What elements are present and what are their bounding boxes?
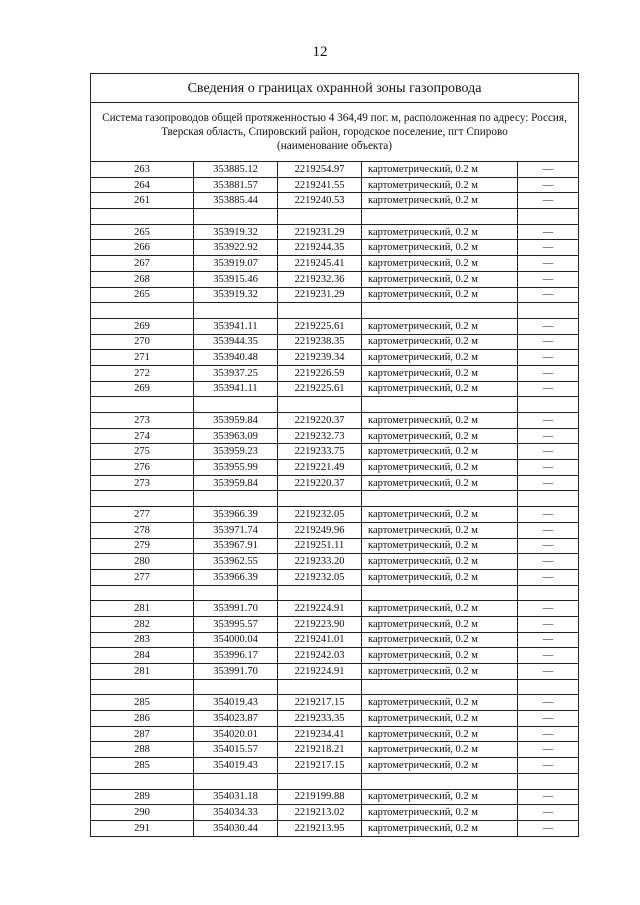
separator-row [91,679,579,695]
method-cell: картометрический, 0.2 м [362,632,518,648]
x-coordinate-cell: 353963.09 [194,428,278,444]
x-coordinate-cell: 354019.43 [194,758,278,774]
point-number-cell: 277 [91,507,194,523]
x-coordinate-cell: 353941.11 [194,318,278,334]
method-cell: картометрический, 0.2 м [362,350,518,366]
method-cell: картометрический, 0.2 м [362,224,518,240]
table-row [91,632,579,648]
method-cell: картометрический, 0.2 м [362,789,518,805]
table-row [91,224,579,240]
y-coordinate-cell: 2219223.90 [278,616,362,632]
method-cell: картометрический, 0.2 м [362,475,518,491]
point-number-cell: 285 [91,758,194,774]
table-row [91,538,579,554]
x-coordinate-cell: 353915.46 [194,271,278,287]
point-number-cell: 275 [91,444,194,460]
table-row [91,695,579,711]
point-number-cell: 272 [91,365,194,381]
separator-row [91,491,579,507]
dash-cell: — [518,711,579,727]
table-row [91,428,579,444]
method-cell: картометрический, 0.2 м [362,569,518,585]
x-coordinate-cell: 353944.35 [194,334,278,350]
x-coordinate-cell: 354019.43 [194,695,278,711]
table-row [91,365,579,381]
y-coordinate-cell: 2219251.11 [278,538,362,554]
empty-cell [518,491,579,507]
dash-cell: — [518,695,579,711]
method-cell: картометрический, 0.2 м [362,318,518,334]
table-row [91,616,579,632]
point-number-cell: 284 [91,648,194,664]
x-coordinate-cell: 353941.11 [194,381,278,397]
x-coordinate-cell: 354020.01 [194,726,278,742]
table-row [91,381,579,397]
method-cell: картометрический, 0.2 м [362,726,518,742]
table-row [91,507,579,523]
y-coordinate-cell: 2219234.41 [278,726,362,742]
empty-cell [278,679,362,695]
dash-cell: — [518,287,579,303]
point-number-cell: 269 [91,318,194,334]
point-number-cell: 277 [91,569,194,585]
table-row [91,569,579,585]
point-number-cell: 261 [91,193,194,209]
dash-cell: — [518,350,579,366]
dash-cell: — [518,256,579,272]
empty-cell [278,397,362,413]
y-coordinate-cell: 2219224.91 [278,664,362,680]
table-body [91,74,579,837]
method-cell: картометрический, 0.2 м [362,381,518,397]
dash-cell: — [518,522,579,538]
point-number-cell: 281 [91,664,194,680]
dash-cell: — [518,601,579,617]
empty-cell [194,679,278,695]
table-row [91,711,579,727]
dash-cell: — [518,193,579,209]
point-number-cell: 271 [91,350,194,366]
boundary-table [90,73,579,837]
table-row [91,522,579,538]
dash-cell: — [518,538,579,554]
dash-cell: — [518,381,579,397]
dash-cell: — [518,569,579,585]
method-cell: картометрический, 0.2 м [362,177,518,193]
separator-row [91,773,579,789]
empty-cell [194,585,278,601]
method-cell: картометрический, 0.2 м [362,601,518,617]
table-row [91,271,579,287]
document-table-container [90,73,578,837]
description-line-2: Тверская область, Спировский район, городское поселение, пгт Спирово [161,126,508,138]
empty-cell [278,209,362,225]
point-number-cell: 287 [91,726,194,742]
empty-cell [362,397,518,413]
table-row [91,758,579,774]
y-coordinate-cell: 2219249.96 [278,522,362,538]
x-coordinate-cell: 353966.39 [194,569,278,585]
method-cell: картометрический, 0.2 м [362,444,518,460]
y-coordinate-cell: 2219225.61 [278,381,362,397]
y-coordinate-cell: 2219226.59 [278,365,362,381]
y-coordinate-cell: 2219245.41 [278,256,362,272]
table-row [91,742,579,758]
point-number-cell: 282 [91,616,194,632]
empty-cell [518,679,579,695]
x-coordinate-cell: 353881.57 [194,177,278,193]
y-coordinate-cell: 2219217.15 [278,758,362,774]
point-number-cell: 263 [91,162,194,178]
y-coordinate-cell: 2219240.53 [278,193,362,209]
method-cell: картометрический, 0.2 м [362,538,518,554]
y-coordinate-cell: 2219233.20 [278,554,362,570]
empty-cell [518,585,579,601]
dash-cell: — [518,805,579,821]
y-coordinate-cell: 2219241.55 [278,177,362,193]
method-cell: картометрический, 0.2 м [362,554,518,570]
separator-row [91,303,579,319]
table-row [91,805,579,821]
empty-cell [91,397,194,413]
x-coordinate-cell: 353955.99 [194,460,278,476]
y-coordinate-cell: 2219231.29 [278,224,362,240]
method-cell: картометрический, 0.2 м [362,271,518,287]
empty-cell [362,491,518,507]
method-cell: картометрический, 0.2 м [362,460,518,476]
x-coordinate-cell: 353966.39 [194,507,278,523]
y-coordinate-cell: 2219232.36 [278,271,362,287]
table-row [91,664,579,680]
empty-cell [362,679,518,695]
empty-cell [91,303,194,319]
y-coordinate-cell: 2219225.61 [278,318,362,334]
empty-cell [362,303,518,319]
y-coordinate-cell: 2219221.49 [278,460,362,476]
point-number-cell: 270 [91,334,194,350]
method-cell: картометрический, 0.2 м [362,413,518,429]
y-coordinate-cell: 2219199.88 [278,789,362,805]
object-description [91,103,579,162]
y-coordinate-cell: 2219239.34 [278,350,362,366]
table-row [91,318,579,334]
empty-cell [194,491,278,507]
empty-cell [278,773,362,789]
x-coordinate-cell: 353922.92 [194,240,278,256]
x-coordinate-cell: 354023.87 [194,711,278,727]
table-row [91,820,579,836]
point-number-cell: 290 [91,805,194,821]
dash-cell: — [518,507,579,523]
y-coordinate-cell: 2219224.91 [278,601,362,617]
x-coordinate-cell: 353967.91 [194,538,278,554]
point-number-cell: 267 [91,256,194,272]
empty-cell [518,773,579,789]
empty-cell [362,585,518,601]
empty-cell [194,209,278,225]
y-coordinate-cell: 2219241.01 [278,632,362,648]
empty-cell [91,209,194,225]
empty-cell [91,679,194,695]
dash-cell: — [518,460,579,476]
x-coordinate-cell: 353959.23 [194,444,278,460]
empty-cell [278,491,362,507]
table-row [91,162,579,178]
y-coordinate-cell: 2219218.21 [278,742,362,758]
table-row [91,193,579,209]
y-coordinate-cell: 2219238.35 [278,334,362,350]
y-coordinate-cell: 2219233.35 [278,711,362,727]
table-row [91,554,579,570]
method-cell: картометрический, 0.2 м [362,507,518,523]
method-cell: картометрический, 0.2 м [362,522,518,538]
dash-cell: — [518,648,579,664]
dash-cell: — [518,334,579,350]
empty-cell [194,773,278,789]
point-number-cell: 279 [91,538,194,554]
method-cell: картометрический, 0.2 м [362,365,518,381]
table-row [91,460,579,476]
dash-cell: — [518,632,579,648]
point-number-cell: 276 [91,460,194,476]
point-number-cell: 280 [91,554,194,570]
table-row [91,287,579,303]
table-title: Сведения о границах охранной зоны газопровода [91,74,579,103]
title-row [91,74,579,103]
y-coordinate-cell: 2219220.37 [278,475,362,491]
separator-row [91,585,579,601]
method-cell: картометрический, 0.2 м [362,428,518,444]
x-coordinate-cell: 353962.55 [194,554,278,570]
point-number-cell: 269 [91,381,194,397]
empty-cell [518,397,579,413]
x-coordinate-cell: 353995.57 [194,616,278,632]
method-cell: картометрический, 0.2 м [362,256,518,272]
empty-cell [278,585,362,601]
y-coordinate-cell: 2219232.73 [278,428,362,444]
table-row [91,334,579,350]
x-coordinate-cell: 354034.33 [194,805,278,821]
table-row [91,601,579,617]
dash-cell: — [518,224,579,240]
point-number-cell: 265 [91,224,194,240]
table-row [91,413,579,429]
x-coordinate-cell: 354031.18 [194,789,278,805]
x-coordinate-cell: 353991.70 [194,664,278,680]
y-coordinate-cell: 2219244.35 [278,240,362,256]
table-row [91,444,579,460]
x-coordinate-cell: 353919.32 [194,287,278,303]
x-coordinate-cell: 354015.57 [194,742,278,758]
dash-cell: — [518,428,579,444]
x-coordinate-cell: 353919.32 [194,224,278,240]
point-number-cell: 265 [91,287,194,303]
x-coordinate-cell: 353885.12 [194,162,278,178]
method-cell: картометрический, 0.2 м [362,193,518,209]
description-line-3: (наименование объекта) [277,140,392,152]
dash-cell: — [518,758,579,774]
method-cell: картометрический, 0.2 м [362,334,518,350]
x-coordinate-cell: 353940.48 [194,350,278,366]
empty-cell [194,303,278,319]
dash-cell: — [518,162,579,178]
y-coordinate-cell: 2219213.02 [278,805,362,821]
x-coordinate-cell: 354030.44 [194,820,278,836]
dash-cell: — [518,365,579,381]
dash-cell: — [518,413,579,429]
method-cell: картометрический, 0.2 м [362,805,518,821]
x-coordinate-cell: 353959.84 [194,475,278,491]
point-number-cell: 273 [91,413,194,429]
point-number-cell: 289 [91,789,194,805]
table-row [91,350,579,366]
dash-cell: — [518,271,579,287]
dash-cell: — [518,444,579,460]
y-coordinate-cell: 2219232.05 [278,569,362,585]
y-coordinate-cell: 2219213.95 [278,820,362,836]
dash-cell: — [518,554,579,570]
method-cell: картометрический, 0.2 м [362,162,518,178]
empty-cell [91,491,194,507]
method-cell: картометрический, 0.2 м [362,742,518,758]
table-row [91,177,579,193]
method-cell: картометрический, 0.2 м [362,287,518,303]
x-coordinate-cell: 353971.74 [194,522,278,538]
method-cell: картометрический, 0.2 м [362,240,518,256]
method-cell: картометрический, 0.2 м [362,758,518,774]
empty-cell [362,209,518,225]
point-number-cell: 286 [91,711,194,727]
dash-cell: — [518,664,579,680]
method-cell: картометрический, 0.2 м [362,616,518,632]
description-row [91,103,579,162]
x-coordinate-cell: 354000.04 [194,632,278,648]
table-row [91,475,579,491]
y-coordinate-cell: 2219254.97 [278,162,362,178]
x-coordinate-cell: 353919.07 [194,256,278,272]
point-number-cell: 266 [91,240,194,256]
y-coordinate-cell: 2219232.05 [278,507,362,523]
dash-cell: — [518,742,579,758]
x-coordinate-cell: 353996.17 [194,648,278,664]
x-coordinate-cell: 353937.25 [194,365,278,381]
method-cell: картометрический, 0.2 м [362,695,518,711]
method-cell: картометрический, 0.2 м [362,648,518,664]
dash-cell: — [518,240,579,256]
x-coordinate-cell: 353959.84 [194,413,278,429]
method-cell: картометрический, 0.2 м [362,820,518,836]
empty-cell [362,773,518,789]
point-number-cell: 291 [91,820,194,836]
empty-cell [91,773,194,789]
dash-cell: — [518,726,579,742]
x-coordinate-cell: 353991.70 [194,601,278,617]
dash-cell: — [518,789,579,805]
empty-cell [194,397,278,413]
dash-cell: — [518,475,579,491]
dash-cell: — [518,820,579,836]
table-row [91,256,579,272]
point-number-cell: 268 [91,271,194,287]
point-number-cell: 264 [91,177,194,193]
point-number-cell: 285 [91,695,194,711]
dash-cell: — [518,616,579,632]
separator-row [91,397,579,413]
dash-cell: — [518,318,579,334]
table-row [91,789,579,805]
point-number-cell: 274 [91,428,194,444]
description-line-1: Система газопроводов общей протяженностью 4 364,49 пог. м, расположенная по адресу: Россия, [102,112,567,124]
dash-cell: — [518,177,579,193]
empty-cell [518,303,579,319]
empty-cell [91,585,194,601]
y-coordinate-cell: 2219233.75 [278,444,362,460]
point-number-cell: 278 [91,522,194,538]
method-cell: картометрический, 0.2 м [362,664,518,680]
empty-cell [518,209,579,225]
point-number-cell: 281 [91,601,194,617]
y-coordinate-cell: 2219242.03 [278,648,362,664]
table-row [91,726,579,742]
empty-cell [278,303,362,319]
y-coordinate-cell: 2219231.29 [278,287,362,303]
separator-row [91,209,579,225]
y-coordinate-cell: 2219220.37 [278,413,362,429]
x-coordinate-cell: 353885.44 [194,193,278,209]
point-number-cell: 283 [91,632,194,648]
page-number: 12 [312,44,328,60]
point-number-cell: 273 [91,475,194,491]
table-row [91,240,579,256]
point-number-cell: 288 [91,742,194,758]
table-row [91,648,579,664]
y-coordinate-cell: 2219217.15 [278,695,362,711]
method-cell: картометрический, 0.2 м [362,711,518,727]
